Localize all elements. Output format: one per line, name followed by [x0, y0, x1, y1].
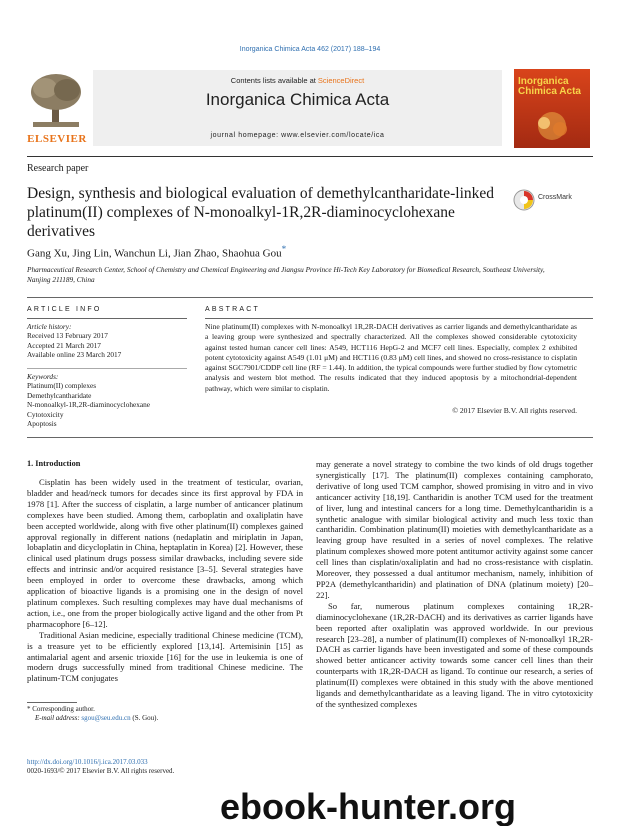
corresponding-label: Corresponding author.	[32, 705, 95, 713]
article-title: Design, synthesis and biological evaluation of demethylcantharidate-linked platinum(II) complexes of N-monoalkyl-1R,2R-diaminocyclohexane derivatives	[27, 185, 495, 240]
intro-paragraph: may generate a novel strategy to combine the two kinds of old drugs together synergistically [17]. The platinum(II) complexes containing camphorato, derivative of long used TCM camphor, showed promising in vitro and in vivo anticancer activity [18,19]. Cantharidin is another TCM used for the treatment of liver, lung and intestinal cancers for a long time. Demethylcantharidin is a synthetic analogue with similar biological activity and much less toxic than cantharidin. Combination platinum(II) moieties with demethylcantharidate as a leaving group have resulted in a series of novel complexes. The relative platinum complexes showed more potent antitumor activity against some cancer cell lines than cisplatin/oxaliplatin and had no cross-resistance with cisplatin. Moreover, they possessed a dual antitumor mechanism, namely, inhibition of PP2A (demethylcantharidin) and platination of DNA (platinum moiety) [20–22].	[316, 459, 593, 600]
history-label: Article history:	[27, 322, 72, 331]
footnote	[27, 705, 303, 723]
crossmark-icon[interactable]	[512, 188, 536, 212]
corresponding-author-mark[interactable]: *	[281, 244, 287, 254]
article-history	[27, 322, 197, 360]
email-label: E-mail address:	[35, 714, 82, 722]
abstract-text: Nine platinum(II) complexes with N-monoalkyl 1R,2R-DACH derivatives as carrier ligands and demethylcantharidate as a leaving group were synthesized and spectrally characterized. All the complexes showed considerable cytotoxicity against tested human cancer cell lines: A549, HCT116 HepG-2 and MCF7 cell lines. Especially, complex 2 exhibited potent cytotoxicity against A549 (1.01 μM) and HCT116 (0.83 μM) cell lines, and showed no cross-resistance to cisplatin against SGC7901/CDDP cell line (RF = 1.44). In addition, the typical compounds were further studied by flow cytometric analysis and western blot method. The results indicated that they induced apoptosis by a mitochondrial-dependent pathway, which were similar to cisplatin.	[205, 322, 577, 393]
authors-text: Gang Xu, Jing Lin, Wanchun Li, Jian Zhao, Shaohua Gou	[27, 247, 282, 260]
cover-title: Inorganica Chimica Acta	[518, 76, 581, 97]
info-rule	[27, 318, 187, 319]
intro-left-column	[27, 477, 303, 684]
contents-line	[93, 76, 502, 85]
section-rule	[27, 297, 593, 298]
sciencedirect-link[interactable]: ScienceDirect	[317, 76, 365, 85]
article-type: Research paper	[27, 163, 89, 174]
intro-paragraph: Traditional Asian medicine, especially traditional Chinese medicine (TCM), is a treasure yet to be efficiently explored [13,14]. Artemisinin [15] as antimalarial agent and arsenic trioxide [16] for the use in leukemia is one of modern drugs successfully mined from traditional Chinese medicine. The platinum-TCM conjugates	[27, 629, 303, 684]
corresponding-note	[27, 705, 303, 714]
keyword: Platinum(II) complexes	[27, 381, 97, 390]
issn-line: 0020-1693/© 2017 Elsevier B.V. All rights reserved.	[27, 767, 175, 775]
history-online: Available online 23 March 2017	[27, 350, 122, 359]
article-info-heading: ARTICLE INFO	[27, 306, 102, 313]
email-suffix: (S. Gou).	[130, 714, 159, 722]
footnote-mark: *	[27, 705, 31, 713]
abstract-heading: ABSTRACT	[205, 306, 260, 313]
elsevier-wordmark: ELSEVIER	[27, 133, 87, 145]
email-link[interactable]: sgou@seu.edu.cn	[81, 714, 131, 722]
watermark	[148, 788, 588, 826]
intro-paragraph: So far, numerous platinum complexes containing 1R,2R-diaminocyclohexane (1R,2R-DACH) and its derivatives as carrier ligands have been reported after oxaliplatin was approved worldwide. In our previous research [23–28], a number of platinum(II) complexes of N-monoalkyl 1R,2R-DACH as carrier ligands have been investigated and some of these compounds showed better anticancer activity towards some cancer cell lines than their counterparts with 1R,2R-DACH as ligand. To continue our research, a series of platinum(II) complexes were obtained in this study with the above mentioned ligands and demethylcantharidate as a leaving ligand. The in vitro cytotoxicity of the synthesized complexes	[316, 600, 593, 709]
keyword: Cytotoxicity	[27, 409, 64, 419]
contents-prefix: Contents lists available at	[230, 76, 318, 85]
keyword: Apoptosis	[27, 419, 57, 428]
doi-block	[27, 758, 174, 776]
cover-artwork	[522, 109, 582, 143]
history-accepted: Accepted 21 March 2017	[27, 340, 101, 350]
introduction-heading: 1. Introduction	[27, 459, 81, 468]
keywords-rule	[27, 368, 187, 369]
abstract-rule	[205, 318, 593, 319]
keywords-block	[27, 372, 197, 429]
doi-link[interactable]: http://dx.doi.org/10.1016/j.ica.2017.03.033	[27, 758, 148, 766]
keyword: Demethylcantharidate	[27, 390, 92, 400]
keywords-label: Keywords:	[27, 372, 59, 381]
email-line	[27, 714, 303, 723]
watermark-text: ebook-hunter.org	[220, 788, 516, 826]
journal-citation[interactable]: Inorganica Chimica Acta 462 (2017) 188–194	[239, 46, 381, 53]
journal-cover-thumbnail	[514, 69, 590, 148]
abstract-end-rule	[27, 437, 593, 438]
keyword: N-monoalkyl-1R,2R-diaminocyclohexane	[27, 400, 151, 409]
crossmark-label[interactable]: CrossMark	[538, 194, 572, 201]
affiliation: Pharmaceutical Research Center, School of Chemistry and Chemical Engineering and Jiangsu Province Hi-Tech Key Laboratory for Biomedical Research, Southeast University, Nanjing 211189, China	[27, 265, 545, 284]
header-rule	[27, 156, 593, 157]
author-list	[27, 244, 286, 260]
intro-paragraph: Cisplatin has been widely used in the treatment of testicular, ovarian, bladder and head/neck tumors for decades since its first approval by FDA in 1978 [1]. After the success of cisplatin, a large number of anticancer platinum complexes have been studied. Among them, carboplatin and oxaliplatin have been accepted worldwide, along with five other platinum(II) complexes gained approval regionally in different nations (nedaplatin and miriplatin in Japan, lobaplatin and dicycloplatin in China, heptaplatin in Korea) [2]. However, these clinical used platinum drugs possess similar drawbacks, including severe side effects and intrinsic and/or acquired resistance [3–5]. Several strategies have been employed in order to overcome these drawbacks, among which application of bioactive ligands is a promising one in the design of novel platinum complexes. Such resulting complexes may have dual mechanisms of action, i.e., one from the proper biologically active ligand and the other from Pt pharmacophore [6–12].	[27, 477, 303, 629]
abstract-copyright: © 2017 Elsevier B.V. All rights reserved.	[452, 406, 577, 415]
history-received: Received 13 February 2017	[27, 331, 108, 340]
footnote-rule	[27, 702, 77, 703]
journal-homepage[interactable]: journal homepage: www.elsevier.com/locate/ica	[210, 132, 385, 139]
intro-right-column	[316, 459, 593, 710]
journal-name: Inorganica Chimica Acta	[205, 90, 390, 109]
